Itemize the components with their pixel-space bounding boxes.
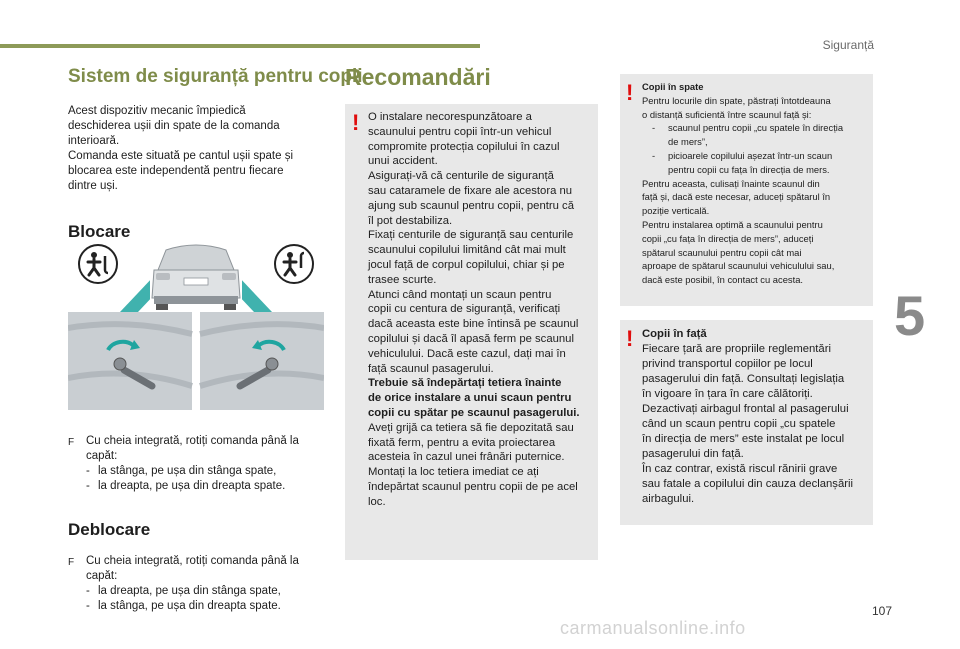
text-line: Fiecare țară are propriile reglementări <box>642 343 831 355</box>
text-line: Dezactivați airbagul frontal al pasagerului <box>642 403 849 415</box>
text-line: față scaunul pasagerului. <box>368 362 494 375</box>
unlock-heading: Deblocare <box>68 520 151 539</box>
text-line: Asigurați-vă că centurile de siguranță <box>368 170 554 183</box>
text-line: dacă este posibil, în contact cu acesta. <box>642 274 804 286</box>
lock-instructions <box>68 434 326 494</box>
list-item: - picioarele copilului așezat într-un scaun pentru copii cu fața în direcția de mers. <box>652 149 833 175</box>
page-number: 107 <box>872 604 893 618</box>
text-line: copii cu spătar pe scaunul pasagerului. <box>368 406 580 419</box>
text-line: Atunci când montați un scaun pentru <box>368 288 552 301</box>
text-line: airbagului. <box>642 493 695 505</box>
text-line: sau cataramele de fixare ale acestora nu <box>368 184 573 197</box>
text-line: dacă aceasta este bine întinsă pe scaunul <box>368 318 579 331</box>
text-line: îndepărtat scaunul pentru copii de pe acel <box>368 480 578 493</box>
text-line: copii cu centura de siguranță, verificați <box>368 303 561 316</box>
warning-icon: ! <box>626 80 634 105</box>
text-line: scaunului copilului limitând cât mai mult <box>368 244 566 257</box>
watermark: carmanualsonline.info <box>560 618 746 638</box>
intro-text: Acest dispozitiv mecanic împiedică deschiderea ușii din spate de la comanda interioară. Comanda este situată pe cantul ușii spate și blocarea este independentă pentru fiecare dintre uși. <box>68 105 294 192</box>
text-line: ajung sub scaunul pentru copii, pentru că <box>368 199 574 212</box>
text-line: jocul față de corpul copilului, chiar și pe <box>368 258 565 271</box>
list-item: - la stânga, pe ușa din stânga spate, <box>86 465 277 477</box>
text-line: Pentru locurile din spate, păstrați întotdeauna <box>642 94 831 106</box>
text-line: scaunului pentru copii într-un vehicul <box>368 125 552 138</box>
text-line: vehiculului. Dacă este cazul, dați mai în <box>368 347 566 360</box>
text-line: loc. <box>368 495 386 508</box>
text-line: pasagerului din față. Consultați legislația <box>642 373 845 385</box>
text-line: privind transportul copiilor pe locul <box>642 358 813 370</box>
text-line: în vigoare în țara în care călătoriți. <box>642 388 813 400</box>
text-line: față și, dacă este necesar, aduceți spătarul în <box>642 191 831 203</box>
text-line: poziție verticală. <box>642 205 710 217</box>
text-line: Trebuie să îndepărtați tetiera înainte <box>368 377 562 390</box>
bullet-icon: F <box>68 557 75 568</box>
list-item: - la stânga, pe ușa din dreapta spate. <box>86 600 281 612</box>
rear-children-text <box>642 80 870 287</box>
text-line: când un scaun pentru copii „cu spatele <box>642 418 836 430</box>
text-line: fixată ferm, pentru a evita proiectarea <box>368 436 556 449</box>
recommendations-text <box>368 110 594 510</box>
text-line: o distanță suficientă între scaunul față și: <box>642 108 812 120</box>
text-line: În caz contrar, există riscul rănirii grave <box>642 463 838 475</box>
text-line: Pentru instalarea optimă a scaunului pentru <box>642 218 823 230</box>
text-line: copii „cu fața în direcția de mers”, aduceți <box>642 232 814 244</box>
child-lock-illustration <box>68 238 324 410</box>
text-line: de orice instalare a unui scaun pentru <box>368 392 572 405</box>
warning-icon: ! <box>352 110 360 135</box>
child-lock-icon-left <box>79 245 117 283</box>
text-line: unui accident. <box>368 155 438 168</box>
lock-heading: Blocare <box>68 222 131 241</box>
child-lock-icon-right <box>275 245 313 283</box>
text-line: O instalare necorespunzătoare a <box>368 111 532 123</box>
chapter-number: 5 <box>894 284 926 347</box>
text-line: Pentru aceasta, culisați înainte scaunul din <box>642 177 820 189</box>
text-line: spătarul scaunului pentru copii cât mai <box>642 246 802 258</box>
text-line: trasee scurte. <box>368 273 437 286</box>
unlock-bullet: F Cu cheia integrată, rotiți comanda până la capăt: <box>68 555 299 582</box>
front-children-title: Copii în față <box>642 328 707 340</box>
rear-children-title: Copii în spate <box>642 81 704 92</box>
text-line: sau fatale a copilului din cauza declanșării <box>642 478 854 490</box>
text-line: Montați la loc tetiera imediat ce ați <box>368 466 539 479</box>
unlock-instructions <box>68 554 326 614</box>
front-children-text <box>642 327 870 507</box>
list-item: - la dreapta, pe ușa din stânga spate, <box>86 585 281 597</box>
child-lock-title: Sistem de siguranță pentru copii <box>68 66 363 87</box>
text-line: Fixați centurile de siguranță sau centurile <box>368 229 574 242</box>
car-rear-icon <box>150 240 242 312</box>
text-line: îl pot destabiliza. <box>368 214 453 227</box>
list-item: - la dreapta, pe ușa din dreapta spate. <box>86 480 286 492</box>
list-item: - scaunul pentru copii „cu spatele în direcția de mers”, <box>652 122 844 148</box>
lock-bullet: F Cu cheia integrată, rotiți comanda până la capăt: <box>68 435 299 462</box>
warning-icon: ! <box>626 326 634 351</box>
text-line: acesteia în cazul unei frânări puternice. <box>368 451 565 464</box>
section-title: Siguranță <box>822 38 874 52</box>
text-line: pasagerului din față. <box>642 448 744 460</box>
header-bar <box>0 44 480 48</box>
bullet-icon: F <box>68 437 75 448</box>
text-line: compromite protecția copilului în cazul <box>368 140 560 153</box>
text-line: copilului și dacă îl apasă ferm pe scaunul <box>368 332 574 345</box>
text-line: aproape de spătarul scaunului vehiculului sau, <box>642 260 835 272</box>
recommendations-title: Recomandări <box>345 64 491 90</box>
text-line: Aveți grijă ca tetiera să fie depozitată sau <box>368 421 574 434</box>
text-line: în direcția de mers” este instalat pe locul <box>642 433 845 445</box>
